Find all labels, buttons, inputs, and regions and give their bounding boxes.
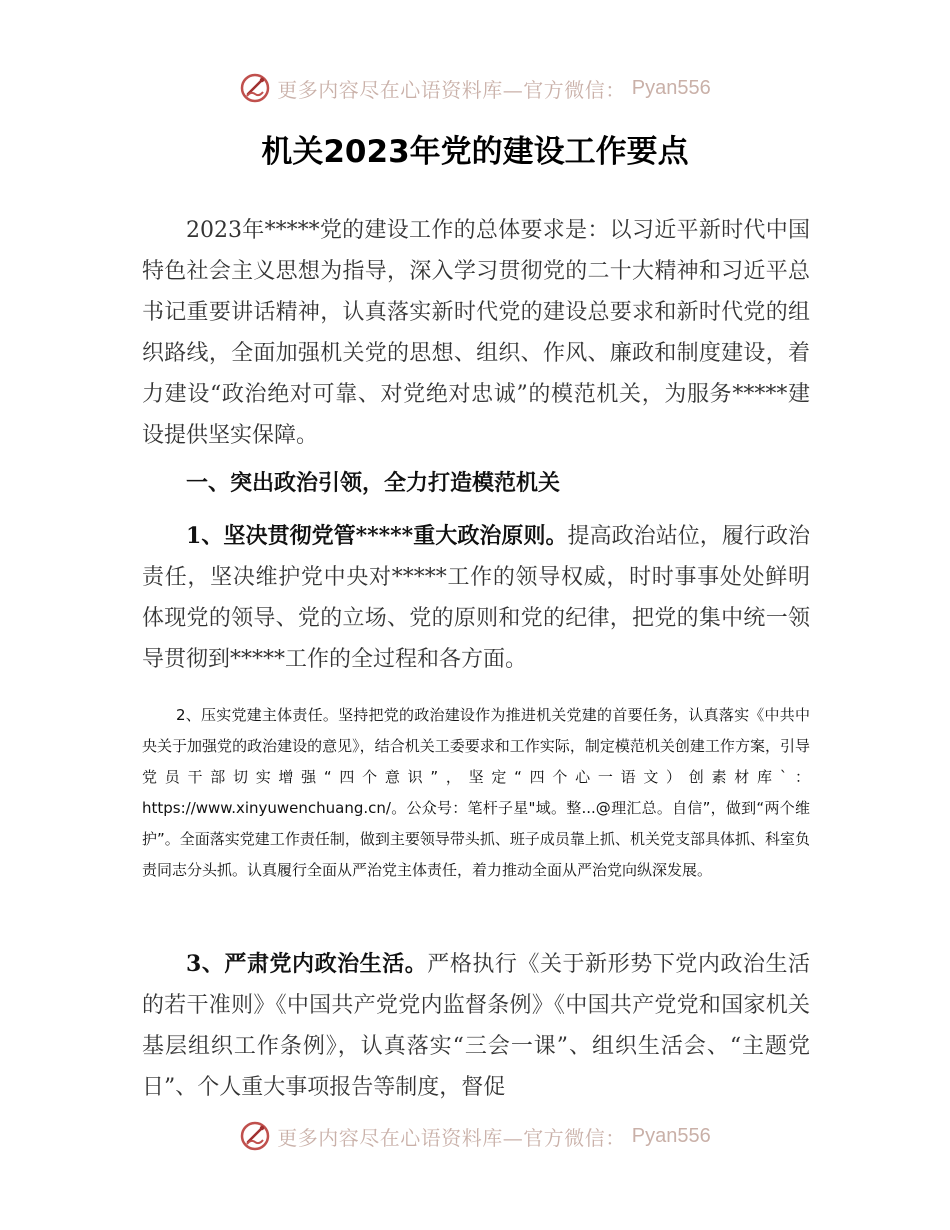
- section-heading-1-text: 一、突出政治引领，全力打造模范机关: [186, 470, 561, 496]
- item-2-text: 2、压实党建主体责任。坚持把党的政治建设作为推进机关党建的首要任务，认真落实《中共中央关于加强党的政治建设的意见》，结合机关工委要求和工作实际，制定模范机关创建工作方案，引导党员干部切实增强“四个意识”，坚定“四个心一语文）创素材库`：https://www.xinyuwenchuang.cn/。公众号：笔杆子星"域。整...@理汇总。自信”，做到“两个维护”。全面落实党建工作责任制，做到主要领导带头抓、班子成员靠上抓、机关党支部具体抓、科室负责同志分头抓。认真履行全面从严治党主体责任，着力推动全面从严治党向纵深发展。: [142, 706, 810, 879]
- quill-book-logo-icon: [239, 1120, 271, 1152]
- section-heading-1: [142, 466, 810, 497]
- item-3-lead: 3、严肃党内政治生活。: [186, 951, 428, 977]
- bottom-watermark-banner: [0, 1120, 950, 1160]
- item-2-paragraph: [142, 700, 810, 886]
- document-title: 机关2023年党的建设工作要点: [261, 134, 689, 170]
- item-1-body: 提高政治站位，履行政治责任，坚决维护党中央对*****工作的领导权威，时时事事处处鲜明体现党的领导、党的立场、党的原则和党的纪律，把党的集中统一领导贯彻到*****工作的全过程和各方面。: [142, 524, 810, 672]
- item-3-paragraph: [142, 944, 810, 1108]
- watermark-wechat-id: Pyan556: [631, 1124, 711, 1147]
- intro-text: 2023年*****党的建设工作的总体要求是：以习近平新时代中国特色社会主义思想为指导，深入学习贯彻党的二十大精神和习近平总书记重要讲话精神，认真落实新时代党的建设总要求和新时代党的组织路线，全面加强机关党的思想、组织、作风、廉政和制度建设，着力建设“政治绝对可靠、对党绝对忠诚”的模范机关，为服务*****建设提供坚实保障。: [142, 218, 810, 448]
- item-1-paragraph: [142, 516, 810, 680]
- item-3-body: 严格执行《关于新形势下党内政治生活的若干准则》《中国共产党党内监督条例》《中国共产党党和国家机关基层组织工作条例》，认真落实“三会一课”、组织生活会、“主题党日”、个人重大事项报告等制度，督促: [142, 952, 810, 1100]
- watermark-text: 更多内容尽在心语资料库—官方微信：: [277, 1125, 626, 1150]
- watermark-wechat-id: Pyan556: [631, 76, 711, 99]
- top-watermark-banner: [0, 72, 950, 112]
- item-1-lead: 1、坚决贯彻党管*****重大政治原则。: [186, 523, 568, 549]
- intro-paragraph: [142, 210, 810, 456]
- quill-book-logo-icon: [239, 72, 271, 104]
- watermark-text: 更多内容尽在心语资料库—官方微信：: [277, 77, 626, 102]
